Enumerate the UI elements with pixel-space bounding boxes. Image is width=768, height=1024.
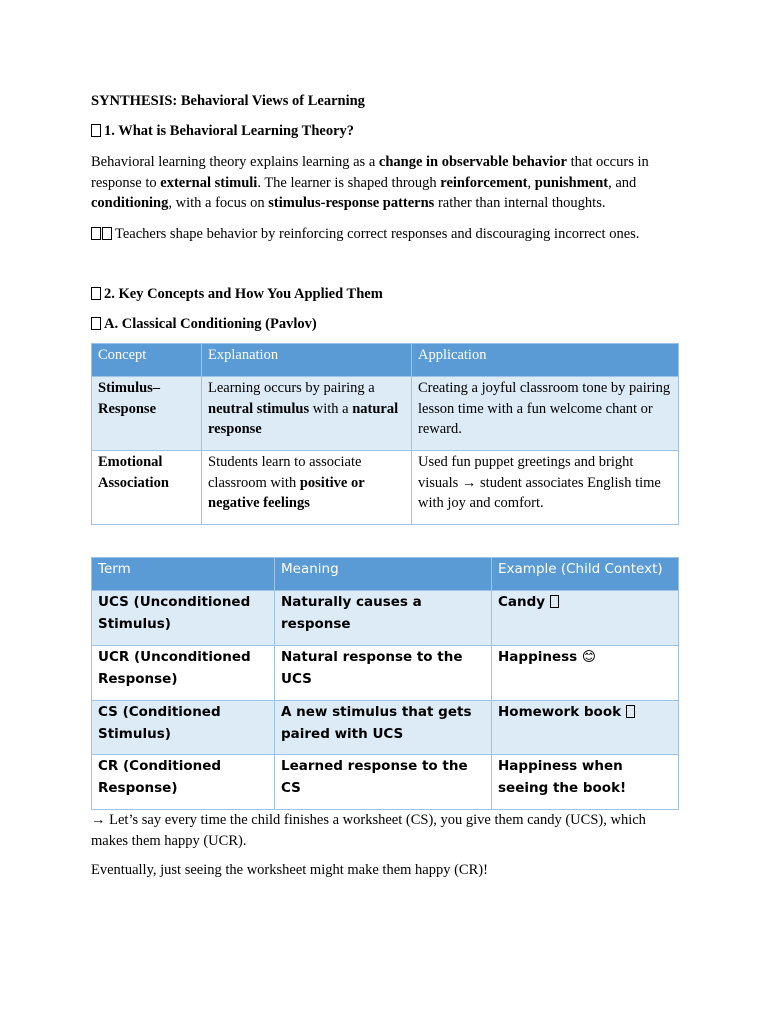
column-header: Term [92,558,275,591]
example-cell: Homework book [492,701,679,755]
table-header-row [92,344,679,377]
meaning-cell: A new stimulus that gets paired with UCS [275,701,492,755]
smile-emoji-icon: 😊 [581,649,596,665]
concept-cell: Stimulus–Response [92,377,202,451]
missing-glyph-icon [91,287,101,300]
explanation-cell: Students learn to associate classroom with positive or negative feelings [202,451,412,525]
document-content [91,91,681,881]
subsection-a-heading: A. Classical Conditioning (Pavlov) [91,314,681,335]
teacher-note: Teachers shape behavior by reinforcing correct responses and discouraging incorrect ones. [91,224,681,245]
table-row [92,591,679,646]
example-cell: Happiness when seeing the book! [492,755,679,810]
definition-paragraph: Behavioral learning theory explains learning as a change in observable behavior that occurs in response to external stimuli. The learner is shaped through reinforcement, punishment, and conditioning, with a focus on stimulus-response patterns rather than internal thoughts. [91,154,649,211]
teacher-emoji-icon [102,227,112,240]
column-header: Explanation [202,344,412,377]
term-cell: UCR (Unconditioned Response) [92,646,275,701]
meaning-cell: Learned response to the CS [275,755,492,810]
column-header: Example (Child Context) [492,558,679,591]
column-header: Meaning [275,558,492,591]
application-cell: Used fun puppet greetings and bright visuals → student associates English time with joy and comfort. [412,451,679,525]
table-row [92,451,679,525]
explanation-cell: Learning occurs by pairing a neutral stimulus with a natural response [202,377,412,451]
book-emoji-icon [626,705,635,718]
section2-heading: 2. Key Concepts and How You Applied Them [91,284,681,305]
concept-cell: Emotional Association [92,451,202,525]
table-row [92,646,679,701]
column-header: Application [412,344,679,377]
teacher-emoji-icon [91,227,101,240]
example-cell: Happiness 😊 [492,646,679,701]
table-row [92,755,679,810]
arrow-icon: → [91,812,106,828]
section1-heading: 1. What is Behavioral Learning Theory? [91,121,681,142]
meaning-cell: Natural response to the UCS [275,646,492,701]
example-explanation: → Let’s say every time the child finishes a worksheet (CS), you give them candy (UCS), which makes them happy (UCR). [91,812,646,849]
meaning-cell: Naturally causes a response [275,591,492,646]
term-cell: CS (Conditioned Stimulus) [92,701,275,755]
conclusion-line: Eventually, just seeing the worksheet might make them happy (CR)! [91,862,488,878]
table-header-row [92,558,679,591]
missing-glyph-icon [91,317,101,330]
column-header: Concept [92,344,202,377]
document-title: SYNTHESIS: Behavioral Views of Learning [91,93,365,109]
application-cell: Creating a joyful classroom tone by pairing lesson time with a fun welcome chant or reward. [412,377,679,451]
candy-emoji-icon [550,595,559,608]
table-row [92,377,679,451]
missing-glyph-icon [91,124,101,137]
terms-table [91,557,679,810]
term-cell: CR (Conditioned Response) [92,755,275,810]
table-row [92,701,679,755]
example-cell: Candy [492,591,679,646]
classical-conditioning-table [91,343,679,525]
term-cell: UCS (Unconditioned Stimulus) [92,591,275,646]
